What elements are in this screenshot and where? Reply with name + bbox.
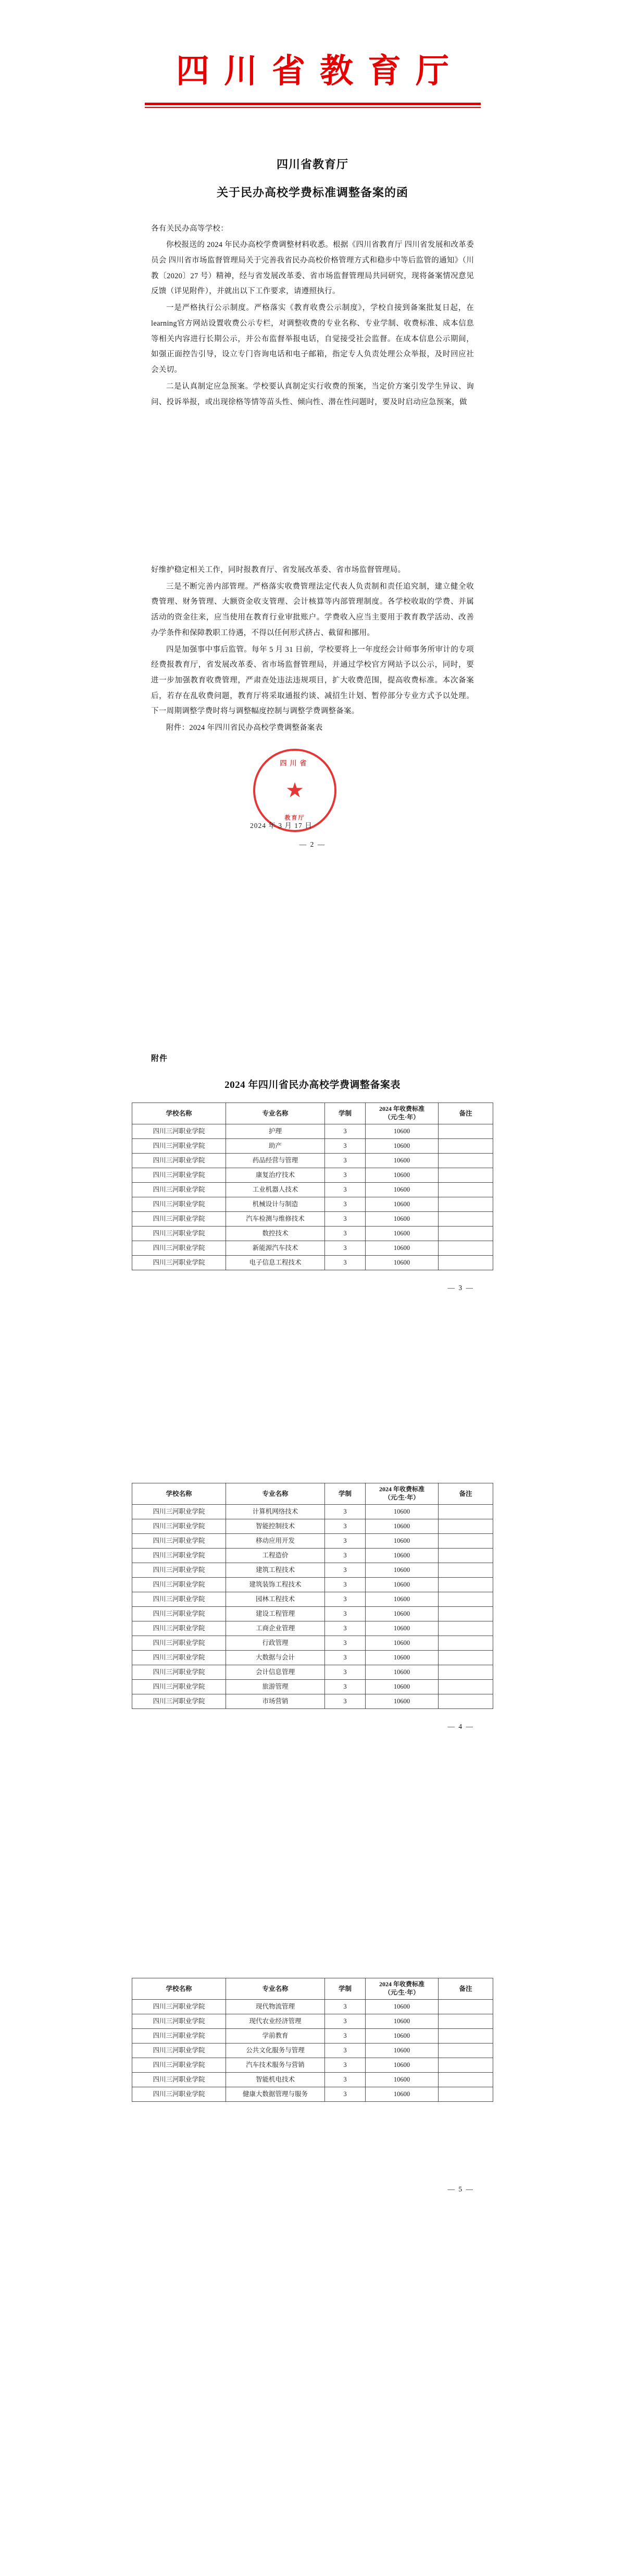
cell-school: 四川三河职业学院 <box>132 1519 226 1534</box>
cell-major: 工业机器人技术 <box>226 1183 325 1197</box>
cell-school: 四川三河职业学院 <box>132 1621 226 1636</box>
table-row <box>132 1680 493 1694</box>
fee-table-2-body <box>132 1505 493 1709</box>
cell-major: 现代物流管理 <box>226 2000 325 2014</box>
cell-major: 数控技术 <box>226 1227 325 1241</box>
cell-major: 康复治疗技术 <box>226 1168 325 1183</box>
table-row <box>132 1168 493 1183</box>
cell-major: 药品经营与管理 <box>226 1154 325 1168</box>
cell-years: 3 <box>325 1168 366 1183</box>
cell-note <box>439 1256 493 1270</box>
fee-table-2 <box>132 1483 493 1709</box>
cell-major: 建筑装饰工程技术 <box>226 1578 325 1592</box>
cell-years: 3 <box>325 1212 366 1227</box>
fee-table-head <box>132 1103 493 1124</box>
cell-note <box>439 1607 493 1621</box>
cell-note <box>439 1154 493 1168</box>
table-row <box>132 1534 493 1549</box>
star-icon: ★ <box>285 778 304 802</box>
cell-years: 3 <box>325 1563 366 1578</box>
attachment-note: 附件：2024 年四川省民办高校学费调整备案表 <box>166 724 323 733</box>
cell-school: 四川三河职业学院 <box>132 1505 226 1519</box>
cell-fee: 10600 <box>366 1124 439 1139</box>
cell-fee: 10600 <box>366 1578 439 1592</box>
cell-major: 建设工程管理 <box>226 1607 325 1621</box>
cell-note <box>439 2029 493 2044</box>
cell-note <box>439 1197 493 1212</box>
cell-school: 四川三河职业学院 <box>132 1183 226 1197</box>
paragraph-point-1: 一是严格执行公示制度。严格落实《教育收费公示制度》，学校自接到备案批复日起，在learning官方网站设置收费公示专栏，对调整收费的专业名称、专业学制、收费标准、成本信息等相关内容进行长期公示，并公布监督举报电话，自觉接受社会监督。在成本信息公示期间，如强正面控告引导，设立专门咨询电话和电子邮箱，指定专人负责处理公众举报，及时回应社会关切。 <box>151 304 474 375</box>
cell-years: 3 <box>325 1636 366 1651</box>
cell-school: 四川三河职业学院 <box>132 2000 226 2014</box>
cell-note <box>439 1139 493 1154</box>
cell-major: 建筑工程技术 <box>226 1563 325 1578</box>
cell-school: 四川三河职业学院 <box>132 1212 226 1227</box>
cell-note <box>439 2014 493 2029</box>
cell-fee: 10600 <box>366 2058 439 2073</box>
cell-fee: 10600 <box>366 2073 439 2087</box>
cell-school: 四川三河职业学院 <box>132 1227 226 1241</box>
cell-note <box>439 1519 493 1534</box>
col-header-years: 学制 <box>325 1483 366 1505</box>
document-title-line1: 四川省教育厅 <box>276 158 348 171</box>
table-row <box>132 1651 493 1665</box>
cell-fee: 10600 <box>366 2087 439 2102</box>
table-row <box>132 1505 493 1519</box>
table-header-row <box>132 1483 493 1505</box>
col-header-fee-line2: （元/生·年） <box>384 1494 420 1501</box>
cell-school: 四川三河职业学院 <box>132 2029 226 2044</box>
cell-note <box>439 1549 493 1563</box>
cell-major: 工程造价 <box>226 1549 325 1563</box>
table-row <box>132 1563 493 1578</box>
cell-fee: 10600 <box>366 1256 439 1270</box>
document-page-2 <box>0 500 625 1021</box>
fee-table-1-body <box>132 1124 493 1270</box>
cell-school: 四川三河职业学院 <box>132 1197 226 1212</box>
cell-fee: 10600 <box>366 2044 439 2058</box>
cell-note <box>439 1212 493 1227</box>
seal-bottom-text: 教育厅 <box>284 814 305 821</box>
table-row <box>132 1154 493 1168</box>
cell-fee: 10600 <box>366 1607 439 1621</box>
col-header-note: 备注 <box>439 1483 493 1505</box>
col-header-fee <box>366 1103 439 1124</box>
cell-years: 3 <box>325 1241 366 1256</box>
cell-years: 3 <box>325 1534 366 1549</box>
cell-note <box>439 2044 493 2058</box>
cell-school: 四川三河职业学院 <box>132 1154 226 1168</box>
cell-school: 四川三河职业学院 <box>132 1534 226 1549</box>
cell-fee: 10600 <box>366 1154 439 1168</box>
paragraph-continued: 好维护稳定相关工作，同时报教育厅、省发展改革委、省市场监督管理局。 <box>151 566 406 574</box>
document-page-3 <box>0 1021 625 1433</box>
paragraph-point-2: 二是认真制定应急预案。学校要认真制定实行收费的预案，当定价方案引发学生异议、询问、投诉举报，或出现徐格等情等苗头性、倾向性、潜在性问题时，要及时启动应急预案，做 <box>151 382 474 406</box>
document-page-5 <box>0 1978 625 2345</box>
cell-school: 四川三河职业学院 <box>132 1665 226 1680</box>
cell-school: 四川三河职业学院 <box>132 2044 226 2058</box>
cell-major: 大数据与会计 <box>226 1651 325 1665</box>
col-header-fee-line1: 2024 年收费标准 <box>379 1980 424 1988</box>
letterhead-title: 四川省教育厅 <box>176 53 464 90</box>
cell-note <box>439 1694 493 1709</box>
cell-major: 护理 <box>226 1124 325 1139</box>
cell-major: 汽车技术服务与营销 <box>226 2058 325 2073</box>
cell-years: 3 <box>325 1256 366 1270</box>
cell-school: 四川三河职业学院 <box>132 1168 226 1183</box>
table-row <box>132 1241 493 1256</box>
cell-fee: 10600 <box>366 1241 439 1256</box>
table-header-row <box>132 1978 493 2000</box>
table-row <box>132 1183 493 1197</box>
col-header-school: 学校名称 <box>132 1978 226 2000</box>
cell-major: 计算机网络技术 <box>226 1505 325 1519</box>
cell-years: 3 <box>325 1505 366 1519</box>
cell-school: 四川三河职业学院 <box>132 1139 226 1154</box>
cell-fee: 10600 <box>366 1621 439 1636</box>
col-header-fee-line1: 2024 年收费标准 <box>379 1485 424 1493</box>
cell-fee: 10600 <box>366 1636 439 1651</box>
salutation: 各有关民办高等学校： <box>151 224 228 233</box>
table-row <box>132 1578 493 1592</box>
col-header-fee-line1: 2024 年收费标准 <box>379 1105 424 1113</box>
cell-years: 3 <box>325 1227 366 1241</box>
cell-note <box>439 1665 493 1680</box>
table-row <box>132 1197 493 1212</box>
cell-years: 3 <box>325 2087 366 2102</box>
cell-note <box>439 1592 493 1607</box>
cell-note <box>439 2000 493 2014</box>
table-row <box>132 2000 493 2014</box>
cell-years: 3 <box>325 2073 366 2087</box>
cell-note <box>439 1563 493 1578</box>
cell-school: 四川三河职业学院 <box>132 1578 226 1592</box>
cell-note <box>439 1168 493 1183</box>
cell-years: 3 <box>325 1651 366 1665</box>
cell-major: 会计信息管理 <box>226 1665 325 1680</box>
table-row <box>132 2014 493 2029</box>
cell-note <box>439 1578 493 1592</box>
cell-fee: 10600 <box>366 1505 439 1519</box>
cell-fee: 10600 <box>366 1563 439 1578</box>
letterhead-rule-thin <box>145 107 481 108</box>
col-header-years: 学制 <box>325 1103 366 1124</box>
cell-school: 四川三河职业学院 <box>132 2014 226 2029</box>
table-row <box>132 2029 493 2044</box>
cell-note <box>439 1241 493 1256</box>
cell-major: 现代农业经济管理 <box>226 2014 325 2029</box>
table-row <box>132 1519 493 1534</box>
cell-major: 电子信息工程技术 <box>226 1256 325 1270</box>
cell-fee: 10600 <box>366 1534 439 1549</box>
cell-school: 四川三河职业学院 <box>132 2073 226 2087</box>
cell-years: 3 <box>325 1607 366 1621</box>
table-header-row <box>132 1103 493 1124</box>
cell-fee: 10600 <box>366 2000 439 2014</box>
cell-major: 助产 <box>226 1139 325 1154</box>
cell-fee: 10600 <box>366 1665 439 1680</box>
cell-major: 工商企业管理 <box>226 1621 325 1636</box>
table-row <box>132 1592 493 1607</box>
cell-note <box>439 1534 493 1549</box>
paragraph-point-3: 三是不断完善内部管理。严格落实收费管理法定代表人负责制和责任追究制，建立健全收费管理、财务管理、大额资金收支管理、会计核算等内部管理制度。各学校收取的学费、并属活动的资金往来，应当使用在教育行业审批账户。学费收入应当主要用于教育教学活动、改善办学条件和保障教职工待遇，不得以任何形式挤占、截留和挪用。 <box>151 582 474 637</box>
fee-table-2-head <box>132 1483 493 1505</box>
cell-note <box>439 1124 493 1139</box>
cell-major: 学前教育 <box>226 2029 325 2044</box>
cell-note <box>439 1680 493 1694</box>
cell-fee: 10600 <box>366 1680 439 1694</box>
cell-fee: 10600 <box>366 2014 439 2029</box>
cell-note <box>439 2087 493 2102</box>
cell-major: 汽车检测与维修技术 <box>226 1212 325 1227</box>
cell-school: 四川三河职业学院 <box>132 1241 226 1256</box>
cell-fee: 10600 <box>366 2029 439 2044</box>
cell-school: 四川三河职业学院 <box>132 1563 226 1578</box>
table-row <box>132 1124 493 1139</box>
cell-school: 四川三河职业学院 <box>132 1549 226 1563</box>
table-row <box>132 2044 493 2058</box>
cell-fee: 10600 <box>366 1183 439 1197</box>
document-title <box>0 154 625 204</box>
cell-school: 四川三河职业学院 <box>132 1607 226 1621</box>
table-row <box>132 1256 493 1270</box>
official-seal-area <box>151 741 474 840</box>
page-number-3: — 3 — <box>447 1284 474 1292</box>
cell-major: 行政管理 <box>226 1636 325 1651</box>
cell-school: 四川三河职业学院 <box>132 2058 226 2073</box>
cell-school: 四川三河职业学院 <box>132 1651 226 1665</box>
cell-years: 3 <box>325 1197 366 1212</box>
cell-major: 新能源汽车技术 <box>226 1241 325 1256</box>
cell-fee: 10600 <box>366 1651 439 1665</box>
fee-table-3-head <box>132 1978 493 2000</box>
cell-school: 四川三河职业学院 <box>132 1256 226 1270</box>
table-row <box>132 1227 493 1241</box>
cell-school: 四川三河职业学院 <box>132 1636 226 1651</box>
table-row <box>132 1694 493 1709</box>
letterhead-rule <box>145 103 481 108</box>
table-row <box>132 1549 493 1563</box>
col-header-school: 学校名称 <box>132 1103 226 1124</box>
cell-major: 健康大数据管理与服务 <box>226 2087 325 2102</box>
table-row <box>132 1212 493 1227</box>
cell-note <box>439 1651 493 1665</box>
col-header-fee <box>366 1483 439 1505</box>
page-number-4: — 4 — <box>447 1723 474 1730</box>
cell-fee: 10600 <box>366 1549 439 1563</box>
cell-years: 3 <box>325 2029 366 2044</box>
cell-years: 3 <box>325 1549 366 1563</box>
page-number-2: — 2 — <box>299 840 326 848</box>
cell-note <box>439 1636 493 1651</box>
paragraph-point-4: 四是加强事中事后监管。每年 5 月 31 日前，学校要将上一年度经会计师事务所审计的专项经费报教育厅，省发展改革委、省市场监督管理局，并通过学校官方网站予以公示，同时，要进一步加强教育收费管理，严肃查处违法违规项目，扩大收费范围，提高收费标准。本次备案后，若存在乱收费问题，教育厅将采取通报约谈、减招生计划、暂停部分专业方式予以处理。下一周期调整学费时将与调整幅度控制与调整学费调整备案。 <box>151 645 474 716</box>
cell-note <box>439 1505 493 1519</box>
table-row <box>132 2073 493 2087</box>
letterhead <box>0 0 625 108</box>
cell-major: 市场营销 <box>226 1694 325 1709</box>
cell-fee: 10600 <box>366 1212 439 1227</box>
table-row <box>132 1139 493 1154</box>
table-row <box>132 2058 493 2073</box>
cell-years: 3 <box>325 1154 366 1168</box>
cell-school: 四川三河职业学院 <box>132 2087 226 2102</box>
cell-years: 3 <box>325 1139 366 1154</box>
attachment-label: 附件 <box>151 1055 168 1063</box>
cell-years: 3 <box>325 1578 366 1592</box>
cell-note <box>439 1183 493 1197</box>
cell-major: 旅游管理 <box>226 1680 325 1694</box>
cell-fee: 10600 <box>366 1592 439 1607</box>
cell-school: 四川三河职业学院 <box>132 1124 226 1139</box>
page-number-5: — 5 — <box>447 2185 474 2193</box>
col-header-major: 专业名称 <box>226 1103 325 1124</box>
table-row <box>132 1665 493 1680</box>
cell-major: 园林工程技术 <box>226 1592 325 1607</box>
cell-years: 3 <box>325 2058 366 2073</box>
seal-top-text: 四川省 <box>280 759 310 767</box>
page-1-body <box>151 204 474 411</box>
fee-table-1 <box>132 1103 493 1270</box>
seal-date: 2024 年 3 月 17 日 <box>250 821 312 829</box>
cell-years: 3 <box>325 1124 366 1139</box>
cell-fee: 10600 <box>366 1168 439 1183</box>
cell-major: 移动应用开发 <box>226 1534 325 1549</box>
cell-years: 3 <box>325 2000 366 2014</box>
page-2-body <box>151 500 474 736</box>
document-title-line2: 关于民办高校学费标准调整备案的函 <box>216 185 408 199</box>
cell-fee: 10600 <box>366 1227 439 1241</box>
cell-major: 公共文化服务与管理 <box>226 2044 325 2058</box>
cell-fee: 10600 <box>366 1519 439 1534</box>
cell-school: 四川三河职业学院 <box>132 1694 226 1709</box>
table-row <box>132 1621 493 1636</box>
col-header-fee <box>366 1978 439 2000</box>
table-row <box>132 2087 493 2102</box>
cell-major: 智能控制技术 <box>226 1519 325 1534</box>
table-row <box>132 1607 493 1621</box>
cell-note <box>439 2058 493 2073</box>
cell-school: 四川三河职业学院 <box>132 1592 226 1607</box>
col-header-note: 备注 <box>439 1103 493 1124</box>
col-header-major: 专业名称 <box>226 1483 325 1505</box>
table-row <box>132 1636 493 1651</box>
col-header-school: 学校名称 <box>132 1483 226 1505</box>
document-page-4 <box>0 1483 625 1894</box>
cell-fee: 10600 <box>366 1197 439 1212</box>
cell-years: 3 <box>325 1694 366 1709</box>
cell-fee: 10600 <box>366 1139 439 1154</box>
cell-school: 四川三河职业学院 <box>132 1680 226 1694</box>
document-page-1 <box>0 0 625 500</box>
fee-table-3-body <box>132 2000 493 2102</box>
cell-note <box>439 2073 493 2087</box>
cell-years: 3 <box>325 2044 366 2058</box>
cell-years: 3 <box>325 1621 366 1636</box>
cell-fee: 10600 <box>366 1694 439 1709</box>
cell-years: 3 <box>325 1680 366 1694</box>
col-header-note: 备注 <box>439 1978 493 2000</box>
cell-major: 机械设计与制造 <box>226 1197 325 1212</box>
cell-note <box>439 1227 493 1241</box>
cell-major: 智能机电技术 <box>226 2073 325 2087</box>
cell-years: 3 <box>325 2014 366 2029</box>
cell-years: 3 <box>325 1519 366 1534</box>
table-title: 2024 年四川省民办高校学费调整备案表 <box>224 1080 401 1091</box>
cell-years: 3 <box>325 1665 366 1680</box>
fee-table-3 <box>132 1978 493 2102</box>
cell-note <box>439 1621 493 1636</box>
cell-years: 3 <box>325 1183 366 1197</box>
cell-years: 3 <box>325 1592 366 1607</box>
col-header-major: 专业名称 <box>226 1978 325 2000</box>
col-header-years: 学制 <box>325 1978 366 2000</box>
col-header-fee-line2: （元/生·年） <box>384 1989 420 1996</box>
col-header-fee-line2: （元/生·年） <box>384 1113 420 1121</box>
paragraph-intro: 你校报送的 2024 年民办高校学费调整材料收悉。根据《四川省教育厅 四川省发展和改革委员会 四川省市场监督管理局关于完善我省民办高校价格管理方式和稳步中等后监管的通知》（川教〔2020〕27 号）精神，经与省发展改革委、省市场监督管理局共同研究，现将备案情况意见反馈（详见附件），并就出以下工作要求，请遵照执行。 <box>151 241 474 296</box>
